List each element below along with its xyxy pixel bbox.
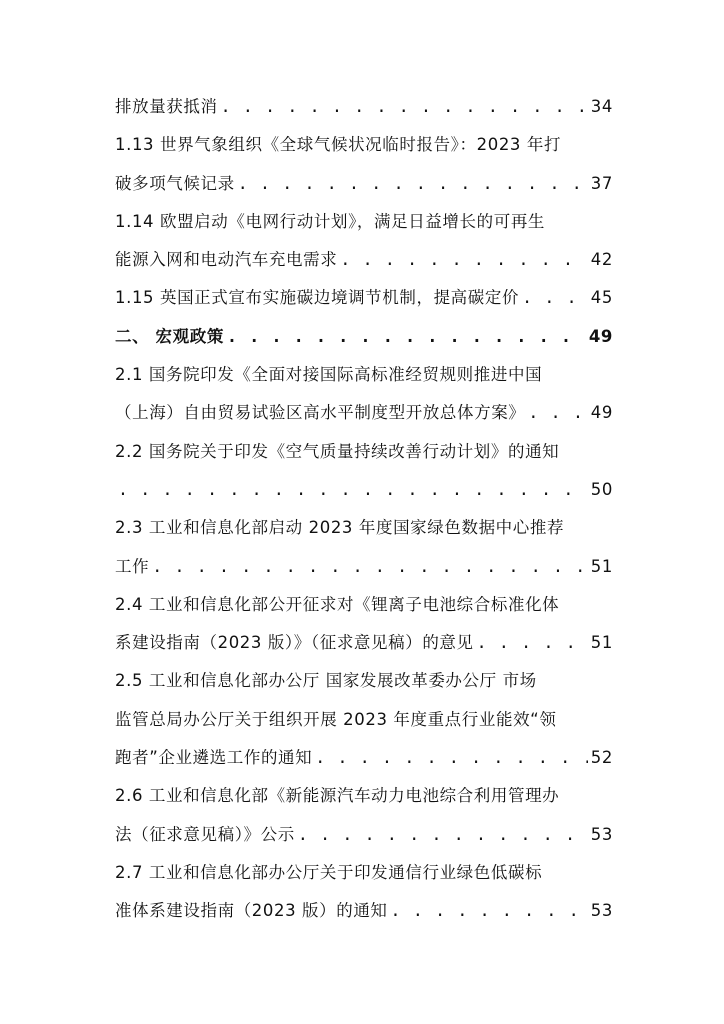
toc-entry-line — [115, 471, 613, 509]
toc-entry-text: 2.1 国务院印发《全面对接国际高标准经贸规则推进中国 — [115, 365, 543, 385]
toc-entry-line — [115, 165, 613, 203]
toc-entry-text: 准体系建设指南（2023 版）的通知 — [115, 901, 388, 921]
toc-entry-text: 2.2 国务院关于印发《空气质量持续改善行动计划》的通知 — [115, 441, 560, 461]
dot-leader — [315, 739, 588, 777]
dot-leader — [340, 241, 587, 279]
page-number: 37 — [590, 173, 613, 193]
toc-entry[interactable] — [115, 126, 613, 203]
toc-entry-text: 工作 — [115, 556, 150, 576]
toc-entry-line — [115, 624, 613, 662]
toc-entry-text: 跑者”企业遴选工作的通知 — [115, 748, 313, 768]
toc-entry-text: 2.6 工业和信息化部《新能源汽车动力电池综合利用管理办 — [115, 786, 560, 806]
toc-entry[interactable] — [115, 356, 613, 433]
page-number: 53 — [590, 824, 613, 844]
page-number: 49 — [590, 403, 613, 423]
dot-leader — [238, 165, 588, 203]
toc-entry-text: 2.5 工业和信息化部办公厅 国家发展改革委办公厅 市场 — [115, 671, 537, 691]
table-of-contents — [115, 88, 613, 931]
toc-entry-text: 1.13 世界气象组织《全球气候状况临时报告》：2023 年打 — [115, 135, 562, 155]
toc-entry[interactable] — [115, 279, 613, 317]
page-number: 42 — [590, 250, 613, 270]
toc-entry-line — [115, 241, 613, 279]
toc-entry-line — [115, 318, 613, 356]
toc-entry[interactable] — [115, 586, 613, 663]
toc-entry-line — [115, 394, 613, 432]
dot-leader — [221, 88, 588, 126]
toc-entry-text: 系建设指南（2023 版）》（征求意见稿）的意见 — [115, 633, 474, 653]
toc-entry[interactable] — [115, 433, 613, 510]
toc-entry-text: 能源入网和电动汽车充电需求 — [115, 250, 338, 270]
dot-leader — [391, 892, 588, 930]
toc-entry[interactable] — [115, 203, 613, 280]
toc-entry-text: 2.7 工业和信息化部办公厅关于印发通信行业绿色低碳标 — [115, 862, 543, 882]
page-number: 51 — [590, 556, 613, 576]
toc-entry-text: 2.3 工业和信息化部启动 2023 年度国家绿色数据中心推荐 — [115, 518, 565, 538]
page-number: 51 — [590, 633, 613, 653]
toc-entry-text: 监管总局办公厅关于组织开展 2023 年度重点行业能效“领 — [115, 709, 557, 729]
dot-leader — [152, 548, 588, 586]
toc-entry-text: 排放量获抵消 — [115, 97, 218, 116]
dot-leader — [522, 279, 588, 317]
toc-entry[interactable] — [115, 88, 613, 126]
toc-entry-text: 法（征求意见稿）》公示 — [115, 824, 295, 844]
toc-entry-text: 2.4 工业和信息化部公开征求对《锂离子电池综合标准化体 — [115, 594, 560, 614]
page-number: 49 — [588, 326, 613, 346]
dot-leader — [477, 624, 588, 662]
toc-entry-text: 1.15 英国正式宣布实施碳边境调节机制，提高碳定价 — [115, 288, 520, 308]
page-number: 53 — [590, 901, 613, 921]
page-number: 52 — [590, 748, 613, 768]
toc-entry-line — [115, 279, 613, 317]
page-number: 34 — [590, 97, 613, 116]
toc-entry[interactable] — [115, 662, 613, 777]
toc-entry[interactable] — [115, 777, 613, 854]
dot-leader — [118, 471, 588, 509]
dot-leader — [227, 318, 586, 356]
toc-entry[interactable] — [115, 509, 613, 586]
toc-entry-line — [115, 739, 613, 777]
toc-chapter-entry[interactable] — [115, 318, 613, 356]
page-number: 50 — [590, 479, 613, 499]
toc-entry[interactable] — [115, 854, 613, 931]
toc-entry-line — [115, 88, 613, 126]
toc-entry-text: 破多项气候记录 — [115, 173, 235, 193]
toc-entry-line — [115, 816, 613, 854]
page-number: 45 — [590, 288, 613, 308]
toc-entry-line — [115, 892, 613, 930]
toc-entry-text: 1.14 欧盟启动《电网行动计划》，满足日益增长的可再生 — [115, 211, 546, 231]
toc-entry-line — [115, 548, 613, 586]
toc-entry-text: 二、 宏观政策 — [115, 326, 224, 346]
toc-entry-text: （上海）自由贸易试验区高水平制度型开放总体方案》 — [115, 403, 526, 423]
dot-leader — [298, 816, 588, 854]
dot-leader — [528, 394, 587, 432]
